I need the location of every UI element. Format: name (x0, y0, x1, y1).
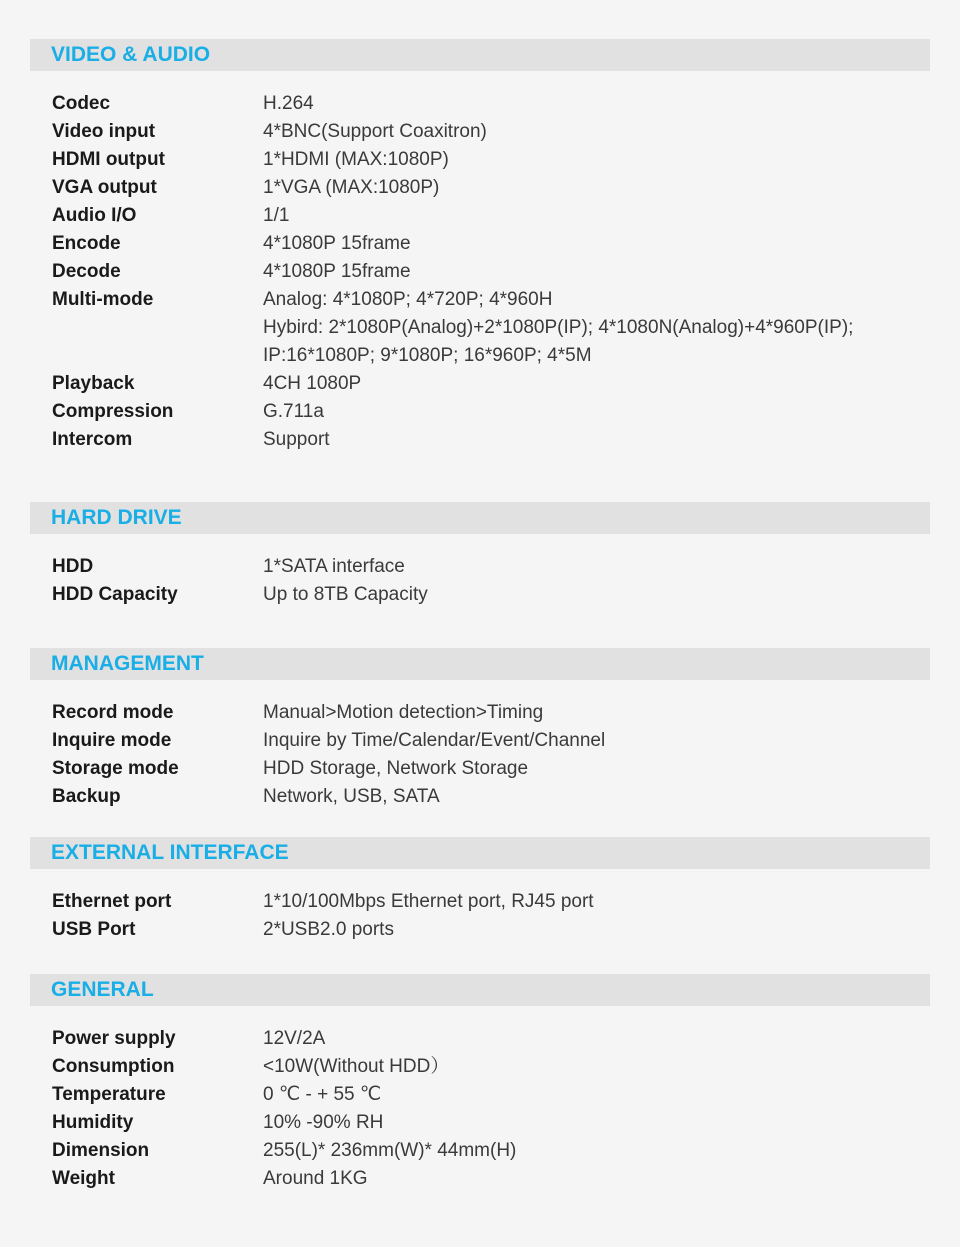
spec-value-line: 1*10/100Mbps Ethernet port, RJ45 port (263, 891, 594, 912)
spec-label: Power supply (52, 1028, 176, 1049)
spec-value (263, 1109, 383, 1137)
spec-value-line: 4*1080P 15frame (263, 233, 411, 254)
spec-value-line: 255(L)* 236mm(W)* 44mm(H) (263, 1140, 517, 1161)
spec-value (263, 202, 289, 230)
spec-label: Ethernet port (52, 891, 172, 912)
section-video-audio (30, 39, 930, 454)
spec-label: VGA output (52, 177, 157, 198)
spec-value-line: Inquire by Time/Calendar/Event/Channel (263, 730, 606, 751)
section-general (30, 974, 930, 1193)
spec-value (263, 174, 439, 202)
spec-value (263, 581, 428, 609)
spec-value (263, 1053, 449, 1081)
spec-row-weight (30, 1165, 930, 1193)
section-title: VIDEO & AUDIO (30, 39, 930, 71)
spec-value (263, 230, 411, 258)
spec-value (263, 1081, 381, 1109)
spec-row-consumption (30, 1053, 930, 1081)
spec-value-line: Hybird: 2*1080P(Analog)+2*1080P(IP); 4*1080N(Analog)+4*960P(IP); (263, 317, 854, 338)
spec-value (263, 1165, 368, 1193)
section-title: MANAGEMENT (30, 648, 930, 680)
spec-list (30, 680, 930, 811)
spec-row-intercom (30, 426, 930, 454)
spec-value-line: Up to 8TB Capacity (263, 584, 428, 605)
spec-label: Temperature (52, 1084, 166, 1105)
spec-row-inquire-mode (30, 727, 930, 755)
spec-value (263, 553, 405, 581)
spec-value (263, 426, 330, 454)
section-title: GENERAL (30, 974, 930, 1006)
section-external-interface (30, 837, 930, 944)
spec-value-line: 1*HDMI (MAX:1080P) (263, 149, 449, 170)
spec-label: Compression (52, 401, 174, 422)
spec-value-line: 12V/2A (263, 1028, 326, 1049)
spec-label: Humidity (52, 1112, 134, 1133)
spec-row-encode (30, 230, 930, 258)
spec-label: Weight (52, 1168, 115, 1189)
spec-row-audio-io (30, 202, 930, 230)
spec-label: Multi-mode (52, 289, 154, 310)
section-title: HARD DRIVE (30, 502, 930, 534)
spec-value-line: Analog: 4*1080P; 4*720P; 4*960H (263, 289, 553, 310)
spec-label: Codec (52, 93, 111, 114)
spec-row-hdd (30, 553, 930, 581)
spec-value-line: G.711a (263, 401, 324, 422)
spec-row-backup (30, 783, 930, 811)
spec-value (263, 1137, 516, 1165)
spec-label: Storage mode (52, 758, 179, 779)
spec-value (263, 727, 605, 755)
spec-value-line: 1*VGA (MAX:1080P) (263, 177, 440, 198)
spec-value-line: 4*BNC(Support Coaxitron) (263, 121, 487, 142)
section-management (30, 648, 930, 811)
spec-value-line: H.264 (263, 93, 314, 114)
spec-value-line: 4*1080P 15frame (263, 261, 411, 282)
spec-label: Backup (52, 786, 121, 807)
spec-value (263, 916, 394, 944)
spec-value-line: Support (263, 429, 330, 450)
spec-value-line: 2*USB2.0 ports (263, 919, 394, 940)
spec-label: Inquire mode (52, 730, 172, 751)
spec-row-compression (30, 398, 930, 426)
spec-value-line: IP:16*1080P; 9*1080P; 16*960P; 4*5M (263, 345, 592, 366)
spec-list (30, 1006, 930, 1193)
spec-value (263, 699, 543, 727)
spec-row-hdd-capacity (30, 581, 930, 609)
spec-value-line: 1/1 (263, 205, 290, 226)
spec-label: Consumption (52, 1056, 175, 1077)
spec-label: Video input (52, 121, 156, 142)
spec-value-line: 10% -90% RH (263, 1112, 384, 1133)
spec-value (263, 90, 314, 118)
spec-value-line: Around 1KG (263, 1168, 368, 1189)
spec-row-storage-mode (30, 755, 930, 783)
spec-value (263, 783, 440, 811)
spec-value (263, 398, 324, 426)
spec-row-temperature (30, 1081, 930, 1109)
spec-row-usb-port (30, 916, 930, 944)
spec-value-line: Network, USB, SATA (263, 786, 440, 807)
spec-label: HDD (52, 556, 94, 577)
spec-list (30, 71, 930, 454)
spec-row-video-input (30, 118, 930, 146)
spec-row-ethernet-port (30, 888, 930, 916)
spec-label: HDD Capacity (52, 584, 178, 605)
spec-value (263, 146, 449, 174)
spec-value (263, 118, 487, 146)
spec-value-line: 0 ℃ - + 55 ℃ (263, 1084, 382, 1105)
spec-row-multi-mode (30, 286, 930, 370)
section-hard-drive (30, 502, 930, 609)
spec-label: HDMI output (52, 149, 165, 170)
spec-row-decode (30, 258, 930, 286)
spec-label: Dimension (52, 1140, 150, 1161)
spec-label: Encode (52, 233, 121, 254)
spec-value (263, 370, 361, 398)
spec-label: Audio I/O (52, 205, 137, 226)
spec-value-line: <10W(Without HDD） (263, 1056, 450, 1077)
spec-label: Playback (52, 373, 135, 394)
spec-label: Record mode (52, 702, 174, 723)
section-title: EXTERNAL INTERFACE (30, 837, 930, 869)
spec-row-playback (30, 370, 930, 398)
spec-row-vga-output (30, 174, 930, 202)
spec-value-line: Manual>Motion detection>Timing (263, 702, 544, 723)
spec-value (263, 888, 594, 916)
spec-list (30, 869, 930, 944)
spec-value (263, 755, 528, 783)
spec-row-codec (30, 90, 930, 118)
spec-row-record-mode (30, 699, 930, 727)
spec-value-line: 1*SATA interface (263, 556, 405, 577)
spec-row-dimension (30, 1137, 930, 1165)
spec-value (263, 286, 853, 370)
spec-row-hdmi-output (30, 146, 930, 174)
spec-list (30, 534, 930, 609)
spec-value-line: HDD Storage, Network Storage (263, 758, 529, 779)
spec-value-line: 4CH 1080P (263, 373, 362, 394)
spec-label: Decode (52, 261, 121, 282)
spec-row-power-supply (30, 1025, 930, 1053)
spec-label: Intercom (52, 429, 133, 450)
spec-value (263, 1025, 325, 1053)
spec-label: USB Port (52, 919, 136, 940)
spec-value (263, 258, 411, 286)
spec-row-humidity (30, 1109, 930, 1137)
